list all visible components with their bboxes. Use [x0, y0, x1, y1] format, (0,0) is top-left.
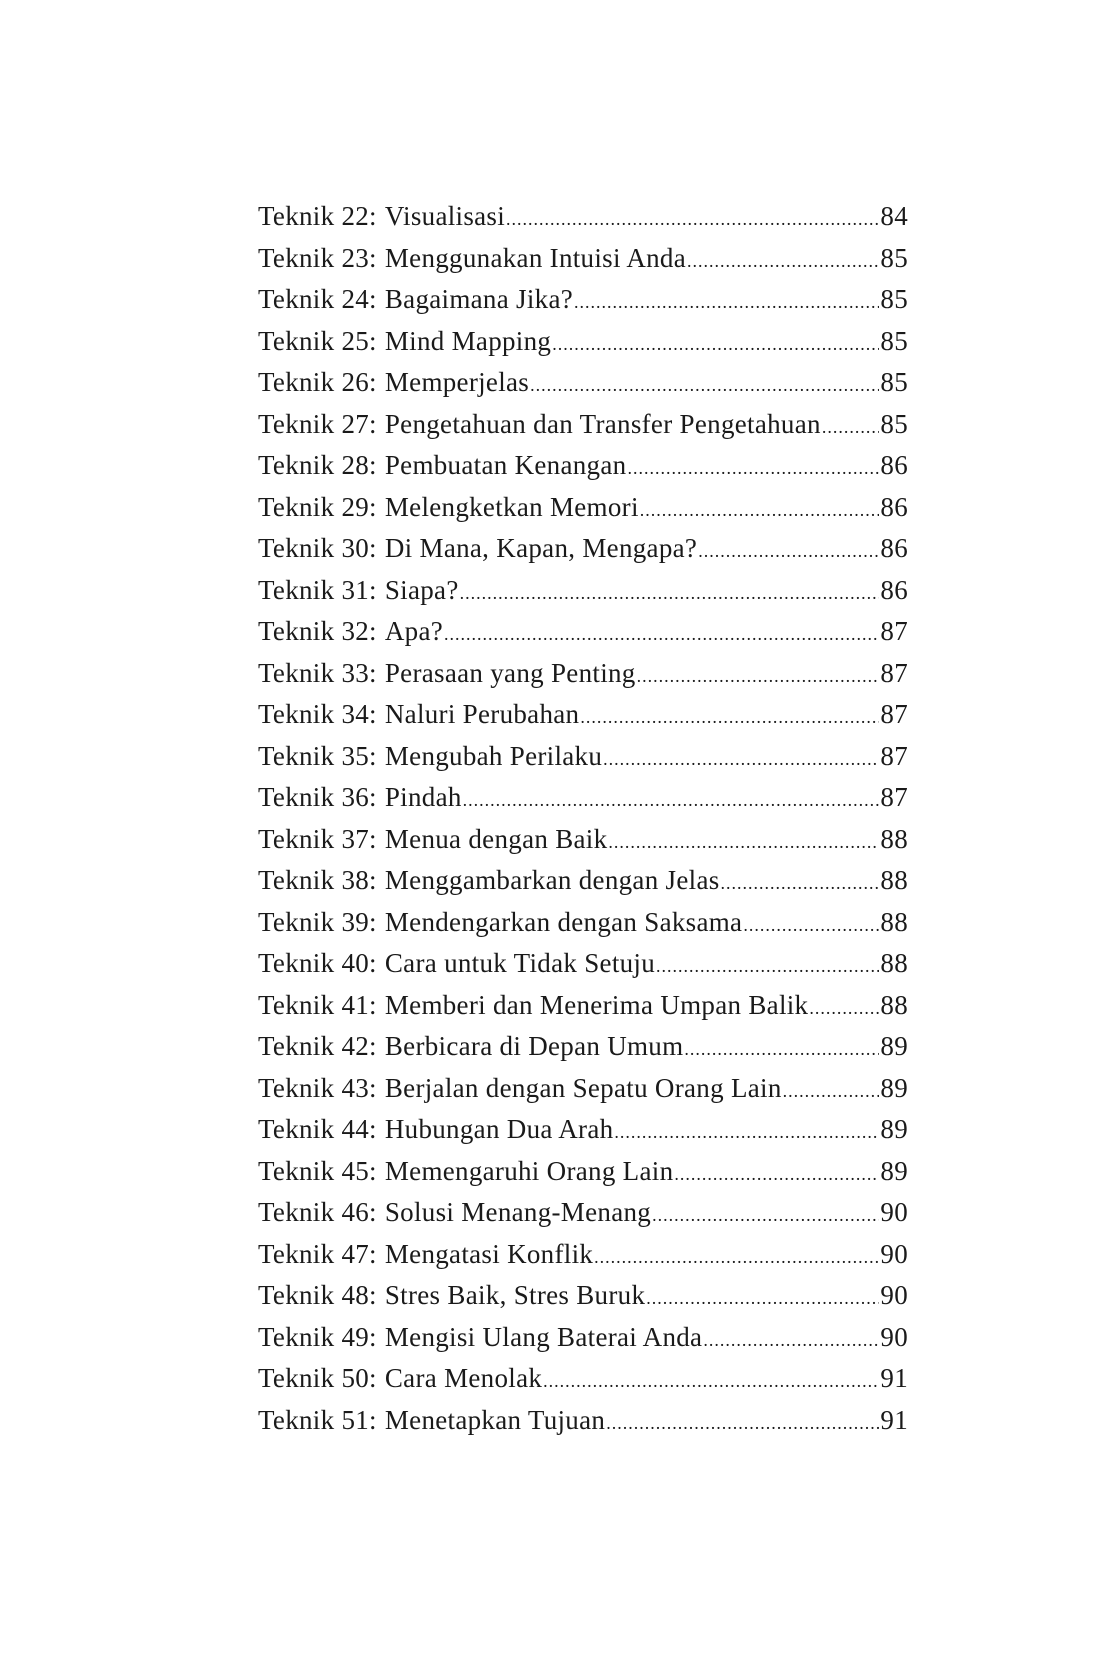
toc-entry-title: Memberi dan Menerima Umpan Balik	[384, 989, 809, 1020]
toc-entry	[258, 196, 908, 238]
toc-dot-leader	[552, 335, 879, 353]
toc-entry-page-number: 91	[880, 1363, 908, 1393]
toc-entry	[258, 1400, 908, 1442]
toc-entry-number: Teknik 28:	[258, 450, 377, 480]
toc-entry-page-number: 87	[880, 657, 908, 688]
toc-entry-number: Teknik 31:	[258, 574, 377, 605]
toc-entry-label	[258, 1109, 613, 1151]
toc-entry-label	[258, 1317, 702, 1359]
toc-entry	[258, 570, 908, 612]
toc-entry-page-number: 89	[880, 1031, 908, 1061]
toc-dot-leader	[698, 542, 879, 560]
toc-entry-page-number: 87	[880, 699, 908, 729]
toc-entry-page-number: 88	[880, 906, 908, 937]
toc-dot-leader	[640, 501, 880, 519]
toc-entry-title: Naluri Perubahan	[384, 699, 580, 729]
toc-entry	[258, 528, 908, 570]
toc-entry	[258, 445, 908, 487]
toc-entry-number: Teknik 22:	[258, 201, 377, 231]
toc-entry-number: Teknik 44:	[258, 1114, 377, 1144]
toc-entry	[258, 238, 908, 280]
toc-entry-number: Teknik 49:	[258, 1321, 377, 1352]
toc-entry	[258, 1275, 908, 1317]
toc-entry-title: Siapa?	[384, 574, 459, 605]
toc-dot-leader	[652, 1206, 879, 1224]
toc-entry-page-number: 89	[880, 1114, 908, 1144]
toc-entry-title: Berbicara di Depan Umum	[384, 1031, 684, 1061]
toc-entry-title: Memengaruhi Orang Lain	[384, 1155, 674, 1186]
toc-entry-label	[258, 279, 573, 321]
toc-entry	[258, 819, 908, 861]
toc-dot-leader	[580, 708, 879, 726]
toc-entry	[258, 1026, 908, 1068]
toc-entry-label	[258, 611, 443, 653]
toc-entry-title: Menggunakan Intuisi Anda	[384, 242, 687, 273]
toc-entry-number: Teknik 43:	[258, 1072, 377, 1103]
toc-entry-title: Pembuatan Kenangan	[384, 450, 627, 480]
toc-entry-number: Teknik 42:	[258, 1031, 377, 1061]
toc-entry-title: Mind Mapping	[384, 325, 552, 356]
toc-dot-leader	[743, 916, 879, 934]
toc-entry-page-number: 89	[880, 1072, 908, 1103]
toc-entry	[258, 279, 908, 321]
toc-entry	[258, 902, 908, 944]
toc-entry-page-number: 87	[880, 616, 908, 646]
toc-entry-label	[258, 570, 459, 612]
toc-entry	[258, 1109, 908, 1151]
toc-dot-leader	[627, 459, 879, 477]
toc-entry-number: Teknik 51:	[258, 1404, 377, 1435]
toc-entry-title: Melengketkan Memori	[384, 491, 639, 522]
toc-entry-title: Visualisasi	[384, 201, 506, 231]
toc-entry-page-number: 85	[880, 408, 908, 439]
toc-entry-page-number: 86	[880, 491, 908, 522]
toc-entry-page-number: 86	[880, 450, 908, 480]
toc-entry-number: Teknik 37:	[258, 823, 377, 854]
toc-entry-label	[258, 487, 639, 529]
toc-entry-page-number: 87	[880, 740, 908, 771]
toc-entry	[258, 860, 908, 902]
toc-entry-page-number: 88	[880, 865, 908, 895]
toc-entry-number: Teknik 41:	[258, 989, 377, 1020]
toc-entry-label	[258, 445, 626, 487]
toc-dot-leader	[703, 1331, 879, 1349]
toc-entry-page-number: 84	[880, 201, 908, 231]
toc-entry-label	[258, 1068, 782, 1110]
toc-entry-number: Teknik 25:	[258, 325, 377, 356]
toc-entry	[258, 1151, 908, 1193]
toc-entry	[258, 653, 908, 695]
toc-entry-title: Solusi Menang-Menang	[384, 1197, 652, 1227]
toc-entry-number: Teknik 45:	[258, 1155, 377, 1186]
toc-entry-title: Pindah	[384, 782, 462, 812]
toc-entry-label	[258, 321, 551, 363]
toc-entry-label	[258, 860, 720, 902]
toc-entry-label	[258, 1275, 645, 1317]
toc-entry-page-number: 87	[880, 782, 908, 812]
toc-entry-title: Memperjelas	[384, 367, 530, 397]
toc-entry-number: Teknik 47:	[258, 1238, 377, 1269]
toc-entry	[258, 777, 908, 819]
toc-entry-number: Teknik 32:	[258, 616, 377, 646]
toc-entry-title: Pengetahuan dan Transfer Pengetahuan	[384, 408, 821, 439]
toc-entry-title: Apa?	[384, 616, 444, 646]
toc-dot-leader	[674, 1165, 879, 1183]
toc-entry-number: Teknik 38:	[258, 865, 377, 895]
toc-dot-leader	[606, 1414, 879, 1432]
toc-entry	[258, 487, 908, 529]
toc-dot-leader	[506, 210, 879, 228]
toc-entry-number: Teknik 33:	[258, 657, 377, 688]
toc-dot-leader	[543, 1372, 879, 1390]
toc-entry-page-number: 91	[880, 1404, 908, 1435]
toc-entry-label	[258, 1234, 593, 1276]
toc-entry-page-number: 85	[880, 367, 908, 397]
toc-entry-label	[258, 238, 686, 280]
toc-entry-page-number: 90	[880, 1238, 908, 1269]
toc-entry-number: Teknik 46:	[258, 1197, 377, 1227]
toc-entry-title: Menggambarkan dengan Jelas	[384, 865, 720, 895]
toc-entry-label	[258, 736, 602, 778]
toc-entry-number: Teknik 39:	[258, 906, 377, 937]
toc-entry-title: Mendengarkan dengan Saksama	[384, 906, 743, 937]
toc-dot-leader	[460, 584, 880, 602]
toc-entry-label	[258, 1192, 651, 1234]
toc-dot-leader	[783, 1082, 880, 1100]
toc-entry	[258, 943, 908, 985]
toc-entry-number: Teknik 48:	[258, 1280, 377, 1310]
toc-entry	[258, 1358, 908, 1400]
toc-entry-title: Cara Menolak	[384, 1363, 543, 1393]
toc-entry-title: Cara untuk Tidak Setuju	[384, 948, 656, 978]
toc-entry-label	[258, 404, 821, 446]
toc-entry-page-number: 85	[880, 284, 908, 314]
toc-entry-number: Teknik 27:	[258, 408, 377, 439]
toc-entry-label	[258, 362, 529, 404]
toc-entry-label	[258, 1151, 673, 1193]
toc-entry-title: Bagaimana Jika?	[384, 284, 574, 314]
toc-entry	[258, 1068, 908, 1110]
toc-entry	[258, 736, 908, 778]
toc-entry-page-number: 89	[880, 1155, 908, 1186]
toc-dot-leader	[594, 1248, 879, 1266]
toc-entry-label	[258, 943, 655, 985]
toc-entry-page-number: 86	[880, 533, 908, 563]
toc-entry	[258, 611, 908, 653]
toc-entry-title: Menetapkan Tujuan	[384, 1404, 606, 1435]
toc-entry-label	[258, 902, 742, 944]
toc-dot-leader	[608, 833, 879, 851]
toc-entry-title: Berjalan dengan Sepatu Orang Lain	[384, 1072, 782, 1103]
toc-dot-leader	[687, 252, 879, 270]
toc-entry	[258, 362, 908, 404]
toc-entry-label	[258, 528, 697, 570]
toc-entry-number: Teknik 24:	[258, 284, 377, 314]
toc-entry-label	[258, 694, 579, 736]
toc-entry-number: Teknik 36:	[258, 782, 377, 812]
toc-entry-number: Teknik 35:	[258, 740, 377, 771]
toc-dot-leader	[603, 750, 879, 768]
table-of-contents	[258, 196, 908, 1441]
toc-entry-page-number: 90	[880, 1280, 908, 1310]
toc-entry	[258, 404, 908, 446]
toc-entry-number: Teknik 30:	[258, 533, 377, 563]
toc-entry-title: Perasaan yang Penting	[384, 657, 636, 688]
toc-entry-label	[258, 819, 607, 861]
toc-entry-page-number: 90	[880, 1321, 908, 1352]
toc-entry-number: Teknik 23:	[258, 242, 377, 273]
toc-entry-label	[258, 1358, 542, 1400]
toc-entry-page-number: 88	[880, 948, 908, 978]
toc-dot-leader	[721, 874, 880, 892]
toc-entry-number: Teknik 34:	[258, 699, 377, 729]
toc-dot-leader	[684, 1040, 879, 1058]
toc-entry-label	[258, 1400, 605, 1442]
toc-entry-label	[258, 196, 505, 238]
toc-entry-number: Teknik 29:	[258, 491, 377, 522]
toc-entry-title: Stres Baik, Stres Buruk	[384, 1280, 646, 1310]
toc-entry-number: Teknik 26:	[258, 367, 377, 397]
toc-entry-page-number: 85	[880, 242, 908, 273]
toc-entry-number: Teknik 50:	[258, 1363, 377, 1393]
toc-entry-page-number: 90	[880, 1197, 908, 1227]
toc-dot-leader	[656, 957, 879, 975]
toc-entry-page-number: 85	[880, 325, 908, 356]
toc-entry-label	[258, 777, 462, 819]
toc-dot-leader	[530, 376, 879, 394]
toc-entry	[258, 1192, 908, 1234]
toc-entry	[258, 1234, 908, 1276]
toc-entry-title: Hubungan Dua Arah	[384, 1114, 614, 1144]
toc-dot-leader	[637, 667, 880, 685]
toc-entry	[258, 985, 908, 1027]
toc-dot-leader	[822, 418, 880, 436]
toc-entry-page-number: 86	[880, 574, 908, 605]
toc-dot-leader	[574, 293, 879, 311]
toc-dot-leader	[463, 791, 880, 809]
toc-entry-title: Mengatasi Konflik	[384, 1238, 594, 1269]
toc-entry	[258, 694, 908, 736]
toc-entry-title: Mengubah Perilaku	[384, 740, 603, 771]
toc-entry-page-number: 88	[880, 989, 908, 1020]
toc-dot-leader	[809, 999, 879, 1017]
toc-dot-leader	[444, 625, 879, 643]
toc-entry	[258, 1317, 908, 1359]
toc-entry-title: Menua dengan Baik	[384, 823, 608, 854]
toc-entry-label	[258, 1026, 683, 1068]
toc-entry-label	[258, 985, 808, 1027]
toc-entry-title: Di Mana, Kapan, Mengapa?	[384, 533, 698, 563]
toc-entry-number: Teknik 40:	[258, 948, 377, 978]
toc-dot-leader	[614, 1123, 879, 1141]
toc-entry	[258, 321, 908, 363]
toc-dot-leader	[646, 1289, 879, 1307]
toc-entry-label	[258, 653, 636, 695]
toc-entry-page-number: 88	[880, 823, 908, 854]
toc-entry-title: Mengisi Ulang Baterai Anda	[384, 1321, 703, 1352]
